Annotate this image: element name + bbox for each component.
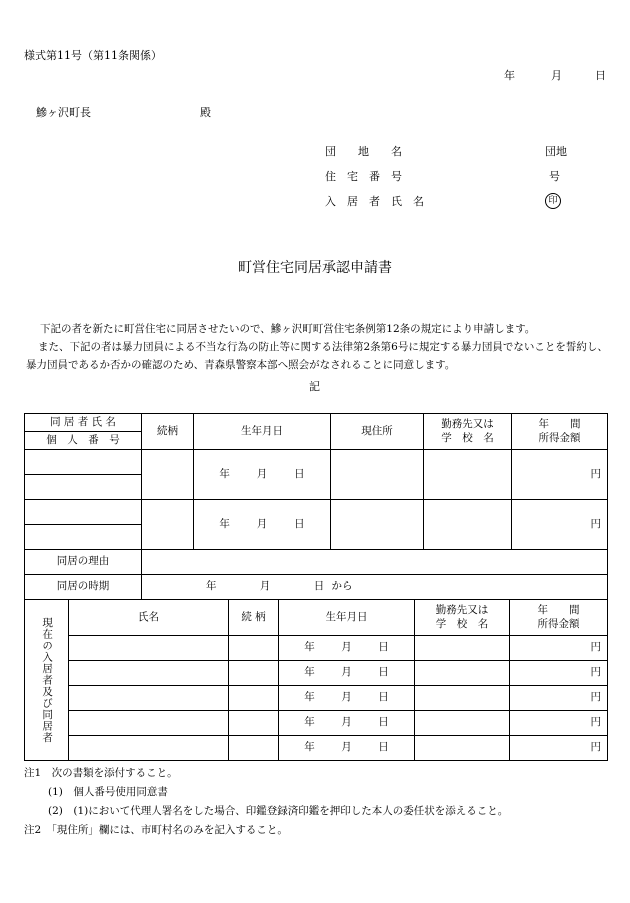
period-day: 日 [313, 580, 325, 593]
header-resident-income-line2: 所得金額 [537, 617, 580, 630]
resident-row [25, 736, 608, 761]
period-field[interactable] [142, 575, 608, 600]
resident-name-cell[interactable] [69, 686, 229, 711]
period-label: 同居の時期 [25, 575, 142, 600]
cohabitant-1-birthdate[interactable] [194, 450, 331, 500]
period-year: 年 [206, 580, 217, 593]
date-month-label: 月 [341, 691, 352, 704]
notes [24, 764, 508, 840]
date-day: 日 [595, 69, 606, 82]
date-year-label: 年 [304, 741, 315, 754]
cohabitant-2-birthdate[interactable] [194, 500, 331, 550]
resident-relation-cell[interactable] [229, 636, 279, 661]
header-resident-name: 氏名 [69, 600, 229, 636]
cohabitant-2-workplace[interactable] [424, 500, 512, 550]
addressee-mayor: 鰺ヶ沢町長 [36, 106, 91, 119]
date-month-label: 月 [341, 666, 352, 679]
resident-income-cell[interactable]: 円 [510, 711, 608, 736]
resident-relation-cell[interactable] [229, 711, 279, 736]
ki-label: 記 [309, 380, 320, 393]
date-day-label: 日 [294, 467, 305, 480]
danchi-label: 団 地 名 [325, 145, 402, 158]
resident-relation-cell[interactable] [229, 686, 279, 711]
seal-mark: 印 [545, 193, 561, 209]
date-year-label: 年 [219, 517, 230, 530]
resident-row [25, 711, 608, 736]
period-from: から [331, 580, 353, 593]
header-cohabitant-name: 同 居 者 氏 名 [25, 414, 142, 432]
body-paragraph-2: また、下記の者は暴力団員による不当な行為の防止等に関する法律第2条第6号に規定する暴力団員でないことを誓約し、暴力団員であるか否かの確認のため、青森県警察本部へ照会がなされることに同意します。 [26, 341, 608, 371]
cohabitant-2-address[interactable] [331, 500, 424, 550]
header-resident-income [510, 600, 608, 636]
note-1-item-2: (2) (1)において代理人署名をした場合、印鑑登録済印鑑を押印した本人の委任状を添えること。 [48, 805, 509, 817]
resident-income-cell[interactable]: 円 [510, 636, 608, 661]
header-resident-workplace-line1: 勤務先又は [435, 604, 489, 617]
resident-birthdate-cell[interactable] [279, 736, 415, 761]
cohabitant-1-income[interactable]: 円 [512, 450, 608, 500]
header-birthdate: 生年月日 [194, 414, 331, 450]
date-month-label: 月 [256, 467, 268, 480]
reason-label: 同居の理由 [25, 550, 142, 575]
header-resident-income-line1: 年 間 [537, 604, 580, 617]
header-my-number: 個 人 番 号 [25, 432, 142, 450]
resident-name-label: 入 居 者 氏 名 [325, 195, 424, 208]
date-month-label: 月 [341, 716, 352, 729]
resident-income-cell[interactable]: 円 [510, 736, 608, 761]
resident-birthdate-cell[interactable] [279, 686, 415, 711]
resident-birthdate-cell[interactable] [279, 711, 415, 736]
residents-side-label: 現在の入居者及び同居者 [25, 600, 69, 761]
date-month-label: 月 [341, 741, 352, 754]
residents-table [24, 599, 608, 761]
form-number: 様式第11号（第11条関係） [24, 49, 162, 62]
resident-workplace-cell[interactable] [415, 686, 510, 711]
resident-relation-cell[interactable] [229, 661, 279, 686]
date-year-label: 年 [219, 467, 230, 480]
resident-workplace-cell[interactable] [415, 661, 510, 686]
cohabitant-1-address[interactable] [331, 450, 424, 500]
period-month: 月 [259, 580, 271, 593]
note-2: 注2 「現住所」欄には、市町村名のみを記入すること。 [24, 824, 288, 836]
resident-name-cell[interactable] [69, 661, 229, 686]
resident-name-cell[interactable] [69, 736, 229, 761]
resident-income-cell[interactable]: 円 [510, 686, 608, 711]
resident-income-cell[interactable]: 円 [510, 661, 608, 686]
cohabitant-1-workplace[interactable] [424, 450, 512, 500]
date-month-label: 月 [341, 641, 352, 654]
body-text [28, 320, 608, 374]
date-day-label: 日 [378, 741, 389, 754]
date-year-label: 年 [304, 641, 315, 654]
cohabitant-2-name[interactable] [25, 500, 142, 525]
header-relation: 続柄 [142, 414, 194, 450]
house-number-suffix: 号 [549, 170, 560, 183]
cohabitant-1-name[interactable] [25, 450, 142, 475]
addressee-honorific: 殿 [200, 106, 211, 119]
danchi-suffix: 団地 [545, 145, 567, 158]
header-income-line2: 所得金額 [538, 431, 581, 444]
cohabitant-2-relation[interactable] [142, 500, 194, 550]
reason-field[interactable] [142, 550, 608, 575]
house-number-label: 住 宅 番 号 [325, 170, 402, 183]
date-day-label: 日 [378, 716, 389, 729]
date-year-label: 年 [304, 716, 315, 729]
resident-relation-cell[interactable] [229, 736, 279, 761]
cohabitant-2-my-number[interactable] [25, 525, 142, 550]
document-title: 町営住宅同居承認申請書 [238, 260, 392, 276]
date-year-label: 年 [304, 666, 315, 679]
date-year: 年 [504, 69, 515, 82]
header-resident-birthdate: 生年月日 [279, 600, 415, 636]
resident-workplace-cell[interactable] [415, 736, 510, 761]
header-address: 現住所 [331, 414, 424, 450]
resident-birthdate-cell[interactable] [279, 661, 415, 686]
resident-row [25, 661, 608, 686]
date-month-label: 月 [256, 517, 268, 530]
date-day-label: 日 [378, 641, 389, 654]
cohabitant-1-relation[interactable] [142, 450, 194, 500]
resident-name-cell[interactable] [69, 636, 229, 661]
cohabitant-2-income[interactable]: 円 [512, 500, 608, 550]
date-day-label: 日 [294, 517, 305, 530]
header-workplace-line2: 学 校 名 [441, 431, 494, 444]
resident-workplace-cell[interactable] [415, 636, 510, 661]
header-workplace-line1: 勤務先又は [441, 418, 494, 431]
resident-name-cell[interactable] [69, 711, 229, 736]
resident-birthdate-cell[interactable] [279, 636, 415, 661]
body-paragraph-1: 下記の者を新たに町営住宅に同居させたいので、鰺ヶ沢町町営住宅条例第12条の規定により申請します。 [40, 323, 536, 335]
resident-row [25, 636, 608, 661]
cohabitant-1-my-number[interactable] [25, 475, 142, 500]
header-resident-workplace [415, 600, 510, 636]
date-day-label: 日 [378, 691, 389, 704]
cohabitant-table [24, 413, 608, 600]
header-income-line1: 年 間 [538, 418, 581, 431]
date-year-label: 年 [304, 691, 315, 704]
header-resident-relation: 続 柄 [229, 600, 279, 636]
resident-row [25, 686, 608, 711]
note-1: 注1 次の書類を添付すること。 [24, 767, 178, 779]
date-day-label: 日 [378, 666, 389, 679]
header-resident-workplace-line2: 学 校 名 [435, 617, 489, 630]
date-month: 月 [551, 69, 562, 82]
header-workplace [424, 414, 512, 450]
resident-workplace-cell[interactable] [415, 711, 510, 736]
note-1-item-1: (1) 個人番号使用同意書 [48, 786, 168, 798]
header-income [512, 414, 608, 450]
